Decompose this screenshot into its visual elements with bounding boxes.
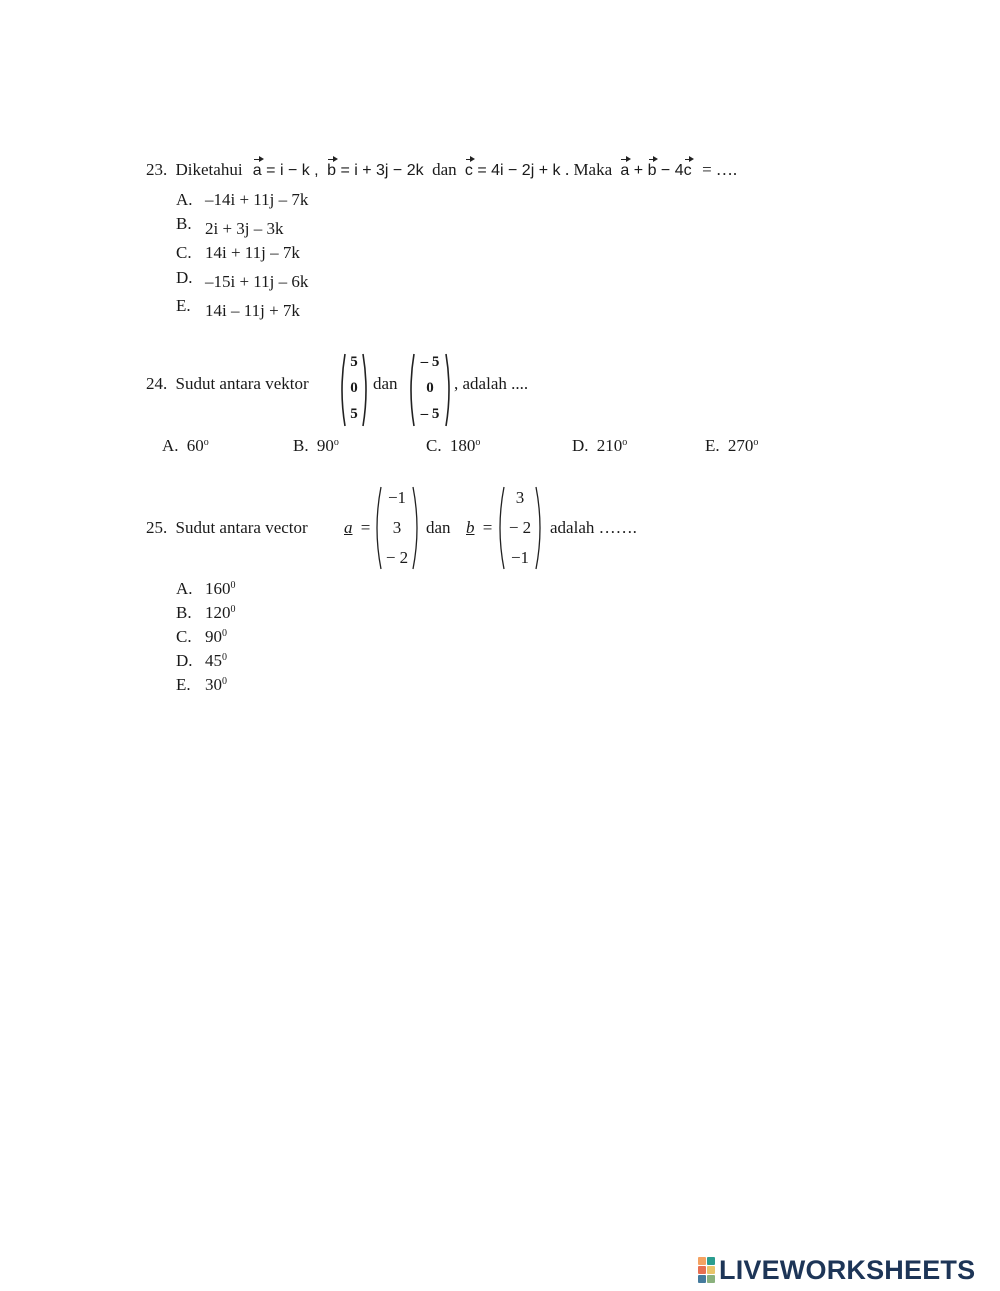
option-value: 180 xyxy=(449,436,476,455)
question-tail: adalah ……. xyxy=(550,518,637,537)
option-label: E. xyxy=(176,675,191,694)
a-cell: − 2 xyxy=(385,548,409,567)
liveworksheets-logo[interactable] xyxy=(698,1256,975,1284)
option-label: E. xyxy=(705,436,720,455)
degree-sup: 0 xyxy=(222,628,227,639)
degree-sup: 0 xyxy=(230,580,236,591)
b-cell: − 2 xyxy=(508,518,532,537)
v2-cell: – 5 xyxy=(420,354,440,370)
option-label: C. xyxy=(176,243,192,262)
equals-text: = …. xyxy=(702,160,738,179)
vector-c-name: c xyxy=(464,162,473,179)
v2-cell: 0 xyxy=(426,380,434,396)
degree-sup: o xyxy=(333,437,339,448)
sum-b: b xyxy=(647,162,657,179)
option-label: D. xyxy=(176,651,193,670)
option-value: 210 xyxy=(596,436,623,455)
logo-block xyxy=(698,1266,706,1274)
question-lead: Diketahui xyxy=(175,160,243,179)
option-e[interactable] xyxy=(176,675,227,695)
option-value: 45 xyxy=(205,651,222,670)
option-a[interactable] xyxy=(176,190,308,210)
option-label: B. xyxy=(176,603,192,622)
option-d[interactable] xyxy=(572,436,627,456)
equals-sign: = xyxy=(360,518,371,537)
question-number: 24. xyxy=(146,374,168,393)
option-label: D. xyxy=(572,436,589,455)
question-24 xyxy=(146,374,309,394)
option-text: 2i + 3j – 3k xyxy=(205,219,284,238)
option-c[interactable] xyxy=(176,243,300,263)
vector-a-label xyxy=(344,518,370,538)
option-c[interactable] xyxy=(426,436,480,456)
a-cell: 3 xyxy=(392,518,402,537)
vector-a-name: a xyxy=(344,518,353,537)
dan-text: dan xyxy=(373,374,398,393)
degree-sup: 0 xyxy=(222,652,227,663)
option-value: 160 xyxy=(205,579,231,598)
option-e[interactable] xyxy=(705,436,758,456)
vector-b-expr: = i + 3j − 2k xyxy=(340,162,424,179)
degree-sup: 0 xyxy=(230,604,236,615)
v1-cell: 0 xyxy=(350,380,358,396)
vector-a-expr: = i − k , xyxy=(266,162,319,179)
v1-cell: 5 xyxy=(350,406,358,422)
v2-cell: – 5 xyxy=(420,406,440,422)
option-text: –14i + 11j – 7k xyxy=(205,190,309,209)
sum-c: c xyxy=(683,162,692,179)
option-d[interactable] xyxy=(176,268,309,291)
option-b[interactable] xyxy=(176,603,236,623)
option-label: A. xyxy=(176,579,193,598)
question-lead: Sudut antara vector xyxy=(175,518,308,537)
question-25 xyxy=(146,518,308,538)
option-e[interactable] xyxy=(176,296,300,320)
degree-sup: 0 xyxy=(222,676,227,687)
logo-block xyxy=(707,1275,715,1283)
option-value: 270 xyxy=(727,436,754,455)
option-a[interactable] xyxy=(176,579,236,599)
v1-cell: 5 xyxy=(350,354,358,370)
degree-sup: o xyxy=(475,437,481,448)
vector-a-name: a xyxy=(252,162,262,179)
option-b[interactable] xyxy=(293,436,339,456)
sum-a: a xyxy=(620,162,630,179)
b-cell: −1 xyxy=(510,548,530,567)
logo-block xyxy=(707,1257,715,1265)
question-23 xyxy=(146,160,737,180)
option-value: 120 xyxy=(205,603,231,622)
option-label: E. xyxy=(176,296,191,315)
vector-b-name: b xyxy=(327,162,336,179)
option-label: A. xyxy=(176,190,193,209)
a-cell: −1 xyxy=(387,488,407,507)
option-b[interactable] xyxy=(176,214,284,238)
degree-sup: o xyxy=(203,437,209,448)
option-value: 90 xyxy=(316,436,334,455)
option-value: 90 xyxy=(205,627,222,646)
option-value: 60 xyxy=(186,436,204,455)
dan-text: dan xyxy=(432,160,457,179)
maka-text: . Maka xyxy=(564,160,613,179)
option-label: B. xyxy=(176,214,192,233)
option-text: 14i – 11j + 7k xyxy=(205,301,300,320)
sum-minus: − 4 xyxy=(660,162,684,179)
degree-sup: o xyxy=(622,437,628,448)
b-cell: 3 xyxy=(515,488,525,507)
degree-sup: o xyxy=(753,437,759,448)
vector-b-label xyxy=(466,518,492,538)
vector-c-expr: = 4i − 2j + k xyxy=(477,162,561,179)
question-tail: , adalah .... xyxy=(454,374,529,393)
option-label: B. xyxy=(293,436,309,455)
question-number: 25. xyxy=(146,518,168,537)
option-c[interactable] xyxy=(176,627,227,647)
vector-b-name: b xyxy=(466,518,475,537)
equals-sign: = xyxy=(482,518,493,537)
option-label: D. xyxy=(176,268,193,287)
option-label: A. xyxy=(162,436,179,455)
option-label: C. xyxy=(426,436,442,455)
logo-block xyxy=(707,1266,715,1274)
logo-text: LIVEWORKSHEETS xyxy=(719,1254,976,1285)
question-lead: Sudut antara vektor xyxy=(175,374,309,393)
option-a[interactable] xyxy=(162,436,209,456)
option-text: –15i + 11j – 6k xyxy=(205,272,309,291)
dan-text: dan xyxy=(426,518,451,537)
question-number: 23. xyxy=(146,160,168,179)
option-value: 30 xyxy=(205,675,222,694)
option-text: 14i + 11j – 7k xyxy=(205,243,300,262)
option-d[interactable] xyxy=(176,651,227,671)
logo-blocks-icon xyxy=(698,1257,715,1283)
sum-plus: + xyxy=(633,162,644,179)
logo-block xyxy=(698,1257,706,1265)
option-label: C. xyxy=(176,627,192,646)
logo-block xyxy=(698,1275,706,1283)
